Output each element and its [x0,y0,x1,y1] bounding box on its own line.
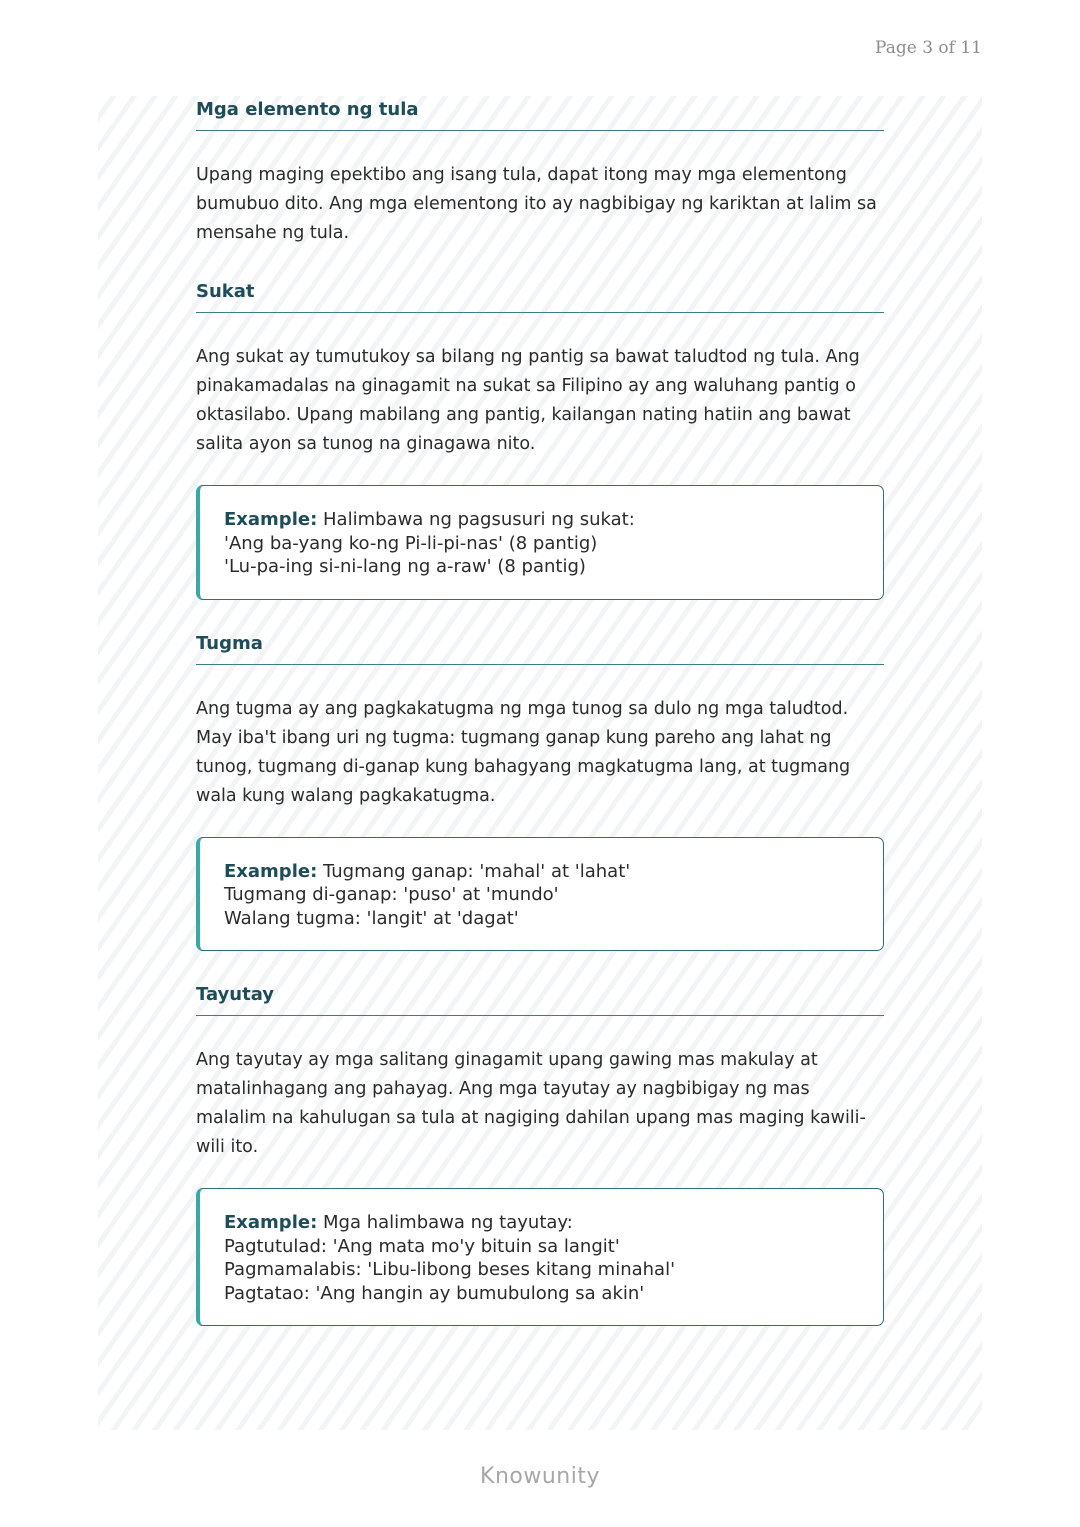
section-tayutay [196,981,884,1326]
example-line [224,860,859,884]
example-line [224,1211,859,1235]
section-heading: Mga elemento ng tula [196,96,884,131]
example-line: 'Lu-pa-ing si-ni-lang ng a-raw' (8 pantig) [224,556,586,577]
example-line [224,508,859,532]
example-line: Pagtutulad: 'Ang mata mo'y bituin sa langit' [224,1235,620,1257]
example-text: Tugmang ganap: 'mahal' at 'lahat' [323,860,631,882]
example-label: Example: [224,509,318,530]
section-paragraph: Ang tayutay ay mga salitang ginagamit upang gawing mas makulay at matalinhagang ang pahayag. Ang mga tayutay ay nagbibigay ng mas malalim na kahulugan sa tula at nagiging dahilan upang mas maging kawili-wili ito. [196,1050,866,1157]
example-label: Example: [224,860,318,882]
section-heading: Sukat [196,278,884,313]
section-paragraph: Ang tugma ay ang pagkakatugma ng mga tunog sa dulo ng mga taludtod. May iba't ibang uri ng tugma: tugmang ganap kung pareho ang lahat ng tunog, tugmang di-ganap kung bahagyang magkatugma lang, at tugmang wala kung walang pagkakatugma. [196,698,851,806]
page-number: Page 3 of 11 [875,38,982,58]
example-line: 'Ang ba-yang ko-ng Pi-li-pi-nas' (8 pantig) [224,532,598,554]
example-box [196,1188,884,1326]
section-paragraph: Ang sukat ay tumutukoy sa bilang ng pantig sa bawat taludtod ng tula. Ang pinakamadalas na ginagamit na sukat sa Filipino ay ang waluhang pantig o oktasilabo. Upang mabilang ang pantig, kailangan nating hatiin ang bawat salita ayon sa tunog na ginagawa nito. [196,347,860,454]
example-line: Walang tugma: 'langit' at 'dagat' [224,907,519,929]
document-content [196,96,884,1326]
section-tugma [196,630,884,952]
section-heading: Tayutay [196,981,884,1016]
example-line: Tugmang di-ganap: 'puso' at 'mundo' [224,884,559,905]
example-box [196,485,884,600]
example-line: Pagmamalabis: 'Libu-libong beses kitang minahal' [224,1259,676,1280]
example-box [196,837,884,952]
section-sukat [196,278,884,600]
example-text: Halimbawa ng pagsusuri ng sukat: [323,509,635,530]
section-heading: Tugma [196,630,884,665]
footer-brand: Knowunity [480,1464,600,1489]
example-text: Mga halimbawa ng tayutay: [323,1212,573,1233]
example-label: Example: [224,1212,318,1233]
example-line: Pagtatao: 'Ang hangin ay bumubulong sa akin' [224,1282,645,1304]
section-paragraph: Upang maging epektibo ang isang tula, dapat itong may mga elementong bumubuo dito. Ang mga elementong ito ay nagbibigay ng kariktan at lalim sa mensahe ng tula. [196,165,877,243]
section-mga-elemento [196,96,884,248]
